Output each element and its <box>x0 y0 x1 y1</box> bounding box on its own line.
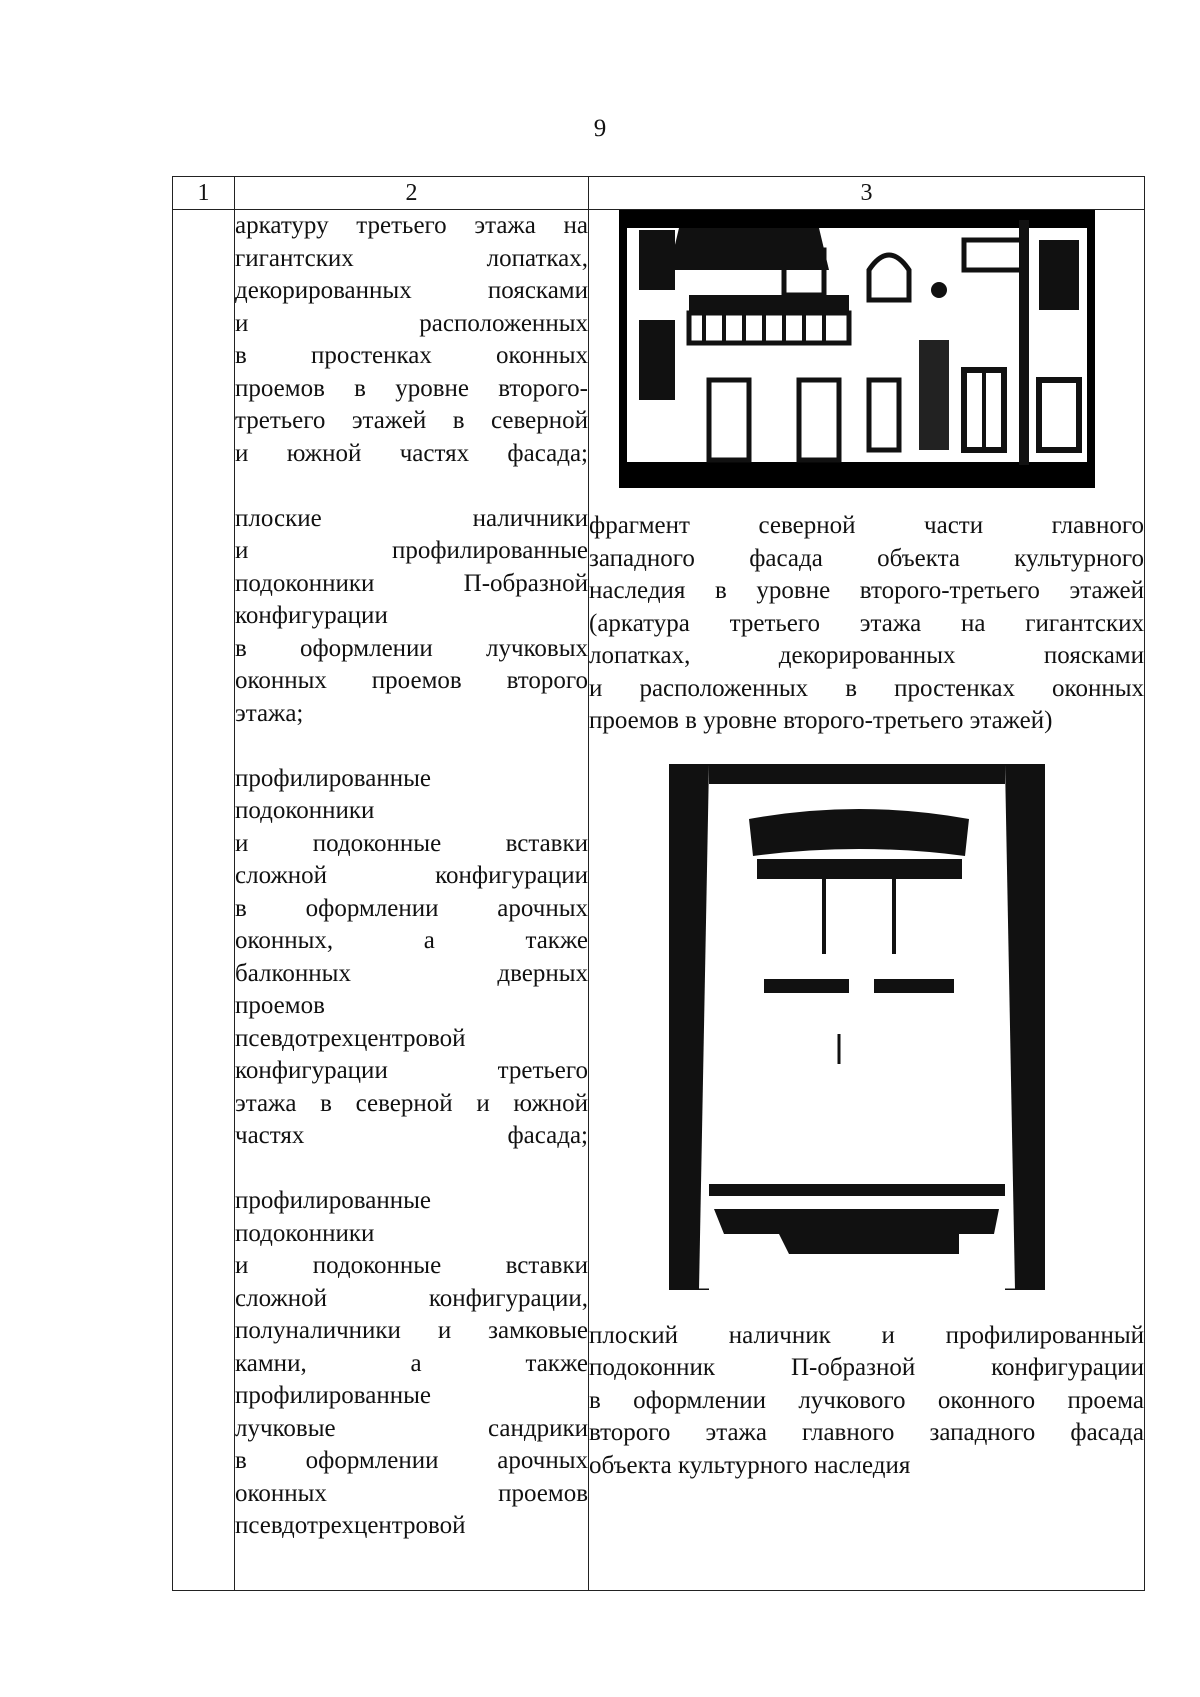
description-line: аркатуру третьего этажа на <box>235 212 588 239</box>
description-line: этажа в северной и южной <box>235 1089 588 1117</box>
description-line: профилированные <box>235 764 432 792</box>
header-col-2: 2 <box>235 177 589 210</box>
description-line: проемов <box>235 992 325 1019</box>
cell-number <box>173 210 235 1591</box>
description-line: в простенках оконных <box>235 342 588 369</box>
description-line: и подоконные вставки <box>235 1252 588 1279</box>
description-line: проемов в уровне второго- <box>235 374 588 402</box>
description-paragraph-1 <box>235 210 588 470</box>
window-photo <box>669 764 1045 1290</box>
description-line: лучковые сандрики <box>235 1414 588 1442</box>
description-line: плоские наличники <box>235 504 588 532</box>
caption-line: и расположенных в простенках оконных <box>589 674 1144 702</box>
description-line: оконных проемов <box>235 1479 588 1507</box>
description-line: частях фасада; <box>235 1122 588 1149</box>
description-line: камни, а также <box>235 1349 588 1377</box>
caption-line: наследия в уровне второго-третьего этажей <box>589 577 1144 604</box>
description-line: подоконники <box>235 1219 375 1247</box>
description-line: и расположенных <box>235 309 588 337</box>
cell-description <box>235 210 589 1591</box>
caption-line: объекта культурного наследия <box>589 1451 911 1479</box>
caption-line: лопатках, декорированных поясками <box>589 642 1144 669</box>
description-line: псевдотрехцентровой <box>235 1512 466 1539</box>
description-line: в оформлении лучковых <box>235 634 588 662</box>
description-line: конфигурации третьего <box>235 1057 588 1084</box>
description-line: оконных, а также <box>235 927 588 954</box>
description-line: полуналичники и замковые <box>235 1317 588 1344</box>
description-paragraph-4 <box>235 1185 588 1543</box>
description-line: профилированные <box>235 1382 432 1409</box>
facade-fragment-caption <box>589 510 1144 738</box>
description-line: этажа; <box>235 699 304 727</box>
caption-line: проемов в уровне второго-третьего этажей) <box>589 707 1053 734</box>
caption-line: в оформлении лучкового оконного проема <box>589 1386 1144 1414</box>
description-line: оконных проемов второго <box>235 667 588 694</box>
header-col-1: 1 <box>173 177 235 210</box>
description-line: в оформлении арочных <box>235 1447 588 1474</box>
description-line: и профилированные <box>235 537 588 564</box>
header-col-3: 3 <box>589 177 1145 210</box>
description-paragraph-2 <box>235 503 588 731</box>
caption-line: подоконник П-образной конфигурации <box>589 1354 1144 1381</box>
description-line: сложной конфигурации, <box>235 1284 588 1312</box>
description-line: профилированные <box>235 1187 432 1214</box>
description-line: подоконники П-образной <box>235 569 588 597</box>
description-line: балконных дверных <box>235 959 588 987</box>
description-line: гигантских лопатках, <box>235 244 588 272</box>
description-paragraph-3 <box>235 763 588 1153</box>
description-line: и южной частях фасада; <box>235 439 588 467</box>
description-line: и подоконные вставки <box>235 829 588 857</box>
page-number: 9 <box>593 115 607 142</box>
description-line: в оформлении арочных <box>235 894 588 922</box>
description-line: сложной конфигурации <box>235 862 588 889</box>
heritage-table <box>172 176 1145 1591</box>
caption-line: фрагмент северной части главного <box>589 512 1144 539</box>
table-row <box>173 210 1145 1591</box>
caption-line: (аркатура третьего этажа на гигантских <box>589 609 1144 637</box>
caption-line: западного фасада объекта культурного <box>589 544 1144 572</box>
table-header-row <box>173 177 1145 210</box>
description-line: конфигурации <box>235 602 388 629</box>
cell-illustrations <box>589 210 1145 1591</box>
facade-fragment-photo <box>619 210 1095 488</box>
window-caption <box>589 1320 1144 1483</box>
description-line: подоконники <box>235 797 375 824</box>
caption-line: плоский наличник и профилированный <box>589 1321 1144 1349</box>
description-line: псевдотрехцентровой <box>235 1024 466 1052</box>
description-line: третьего этажей в северной <box>235 407 588 434</box>
caption-line: второго этажа главного западного фасада <box>589 1419 1144 1446</box>
description-line: декорированных поясками <box>235 277 588 304</box>
